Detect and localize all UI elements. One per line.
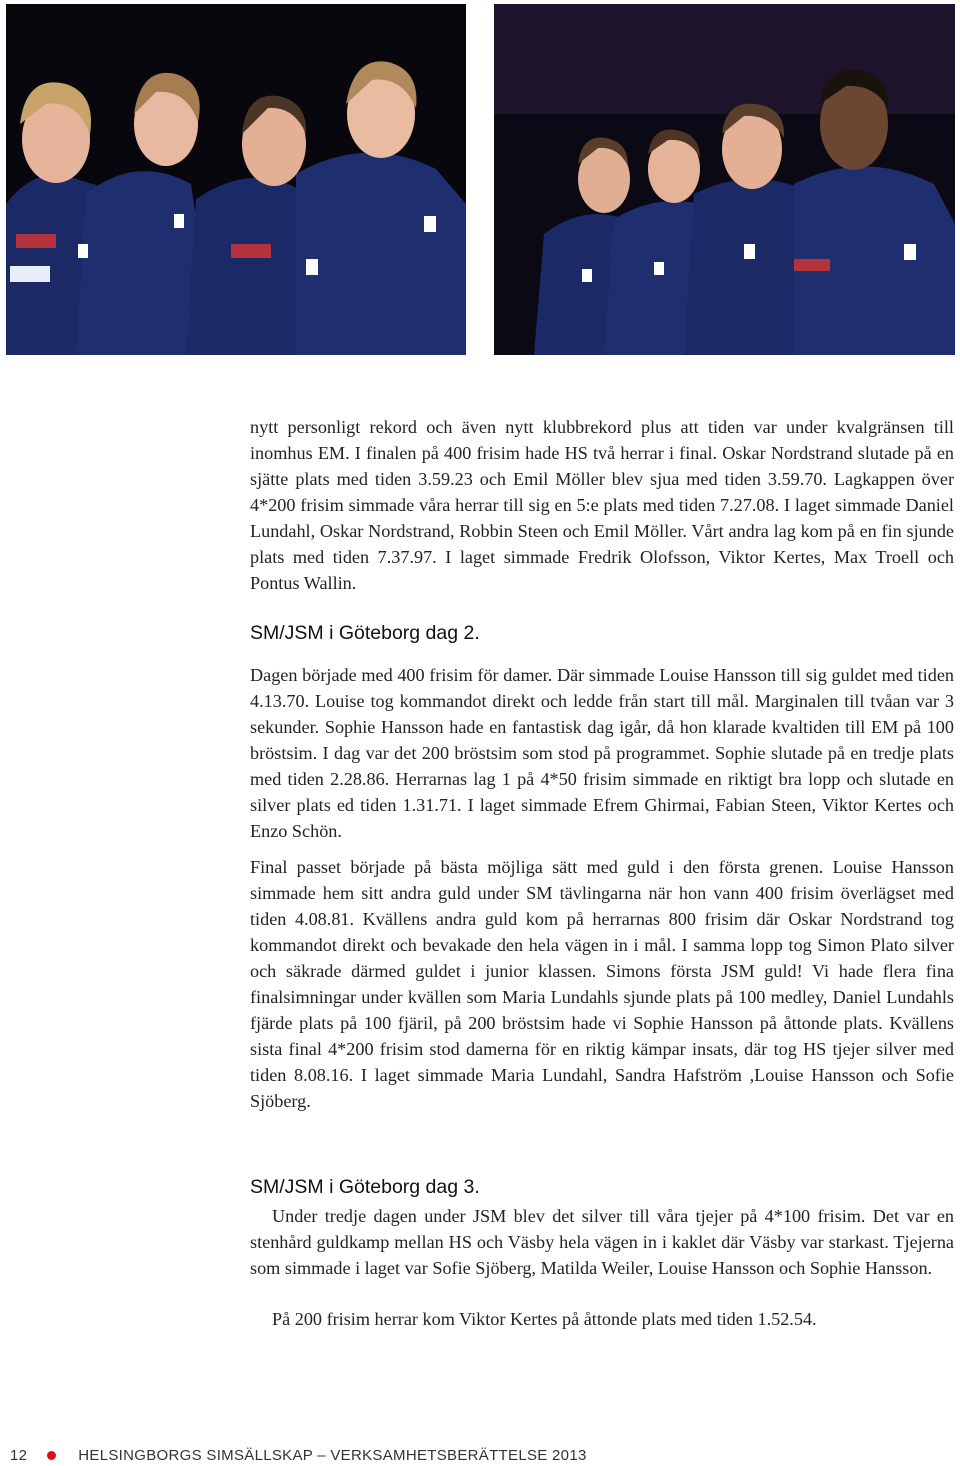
section-heading-day-2: SM/JSM i Göteborg dag 2. (250, 622, 480, 644)
section-heading-day-3: SM/JSM i Göteborg dag 3. (250, 1176, 480, 1198)
paragraph-intro: nytt personligt rekord och även nytt klubbrekord plus att tiden var under kvalgränsen till inomhus EM. I finalen på 400 frisim hade HS två herrar i final. Oskar Nordstrand slutade på en sjätte plats med tiden 3.59.23 och Emil Möller blev sjua med tiden 3.59.70. Lagkappen över 4*200 frisim simmade våra herrar till sig en 5:e plats med tiden 7.27.08. I laget simmade Daniel Lundahl, Oskar Nordstrand, Robbin Steen och Emil Möller. Vårt andra lag kom på en fin sjunde plats med tiden 7.37.97. I laget simmade Fredrik Olofsson, Viktor Kertes, Max Troell och Pontus Wallin. (250, 417, 954, 593)
page-number: 12 (10, 1447, 28, 1464)
paragraph-day-2-final: Final passet började på bästa möjliga sätt med guld i den första grenen. Louise Hansson simmade hem sitt andra guld under SM tävlingarna när hon vann 400 frisim överlägset med tiden 4.08.81. Kvällens andra guld kom på herrarnas 800 frisim där Oskar Nordstrand tog kommandot direkt och bevakade den hela vägen in i mål. I samma lopp tog Simon Plato silver och säkrade därmed guldet i junior klassen. Simons första JSM guld! Vi hade flera fina finalsimningar under kvällen som Maria Lundahls sjunde plats på 100 medley, Daniel Lundahls fjärde plats på 100 fjäril, på 200 bröstsim hade vi Sophie Hansson på åttonde plats. Kvällens sista final 4*200 frisim stod damerna för en riktig kämpar insats, där tog HS tjejer silver med tiden 8.08.16. I laget simmade Maria Lundahl, Sandra Hafström ,Louise Hansson och Sofie Sjöberg. (250, 857, 954, 1111)
paragraph-day-3: Under tredje dagen under JSM blev det silver till våra tjejer på 4*100 frisim. Det var en stenhård guldkamp mellan HS och Väsby hela vägen in i kaklet där Väsby var starkast. Tjejerna som simmade i laget var Sofie Sjöberg, Matilda Weiler, Louise Hansson och Sophie Hansson. (250, 1206, 954, 1278)
footer-title: HELSINGBORGS SIMSÄLLSKAP – VERKSAMHETSBERÄTTELSE 2013 (78, 1447, 587, 1464)
team-photo-women (6, 4, 466, 355)
team-photo-men (494, 4, 955, 355)
paragraph-day-2-morning: Dagen började med 400 frisim för damer. Där simmade Louise Hansson till sig guldet med tiden 4.13.70. Louise tog kommandot direkt och ledde från start till mål. Marginalen till tvåan var 3 sekunder. Sophie Hansson hade en fantastisk dag igår, då hon klarade kvaltiden till EM på 100 bröstsim. I dag var det 200 bröstsim som stod på programmet. Sophie slutade på en tredje plats med tiden 2.28.86. Herrarnas lag 1 på 4*50 frisim simmade en riktigt bra lopp och slutade en silver plats ed tiden 1.31.71. I laget simmade Efrem Ghirmai, Fabian Steen, Viktor Kertes och Enzo Schön. (250, 665, 954, 841)
paragraph-day-3-result: På 200 frisim herrar kom Viktor Kertes på åttonde plats med tiden 1.52.54. (272, 1309, 817, 1329)
red-dot-icon (47, 1451, 56, 1460)
page-footer (10, 1447, 587, 1464)
